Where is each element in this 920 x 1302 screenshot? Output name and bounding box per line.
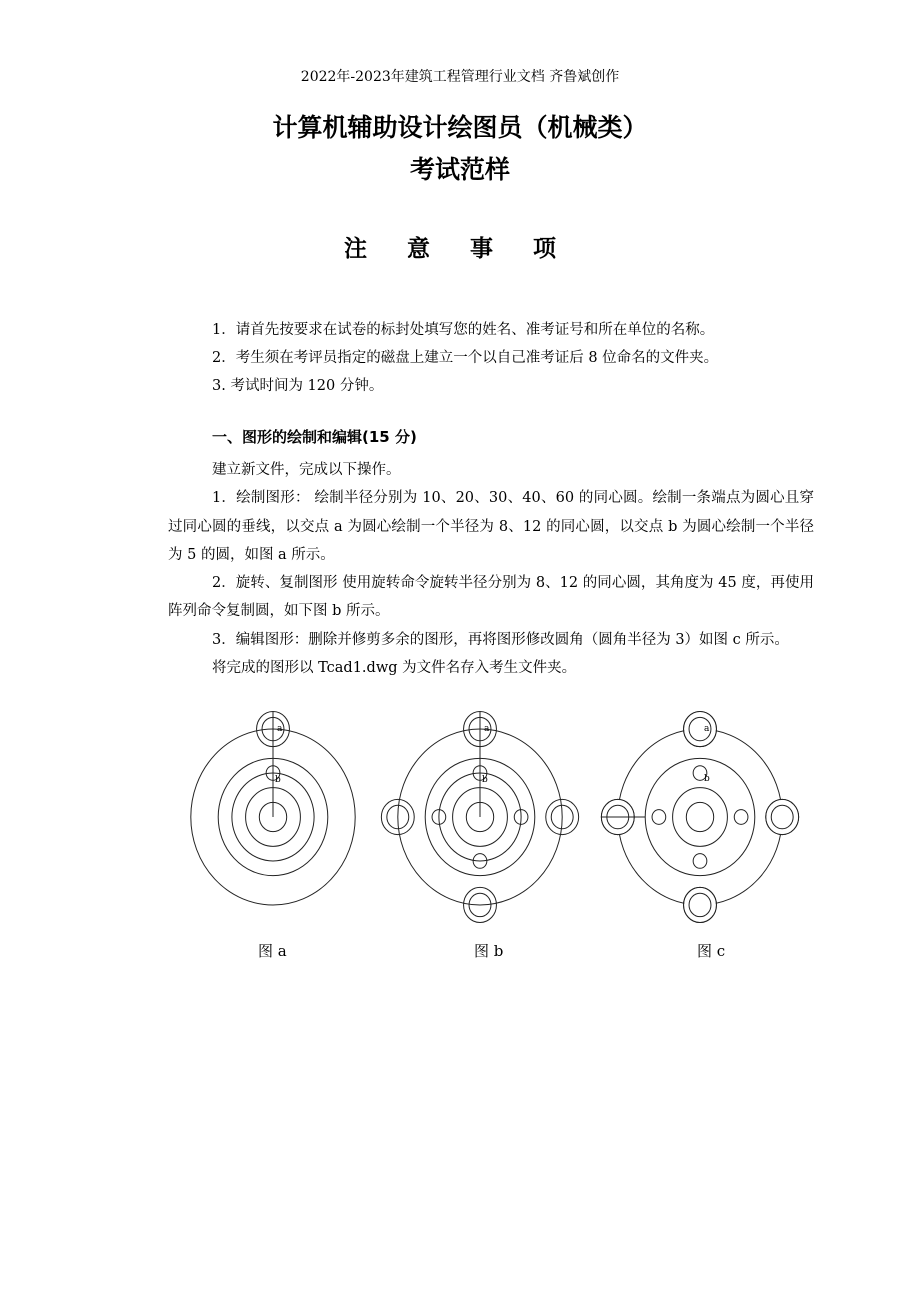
paragraph: 2．旋转、复制图形 使用旋转命令旋转半径分别为 8、12 的同心圆，其角度为 45 度，再使用阵列命令复制圆，如下图 b 所示。	[168, 575, 814, 620]
caption-b: 图 b	[474, 942, 504, 960]
outline-circle	[686, 802, 713, 831]
note-item: 2．考生须在考评员指定的磁盘上建立一个以自己准考证后 8 位命名的文件夹。	[212, 350, 719, 366]
label-b: b	[482, 775, 488, 786]
label-a: a	[277, 724, 283, 735]
small-hole	[652, 810, 666, 825]
notes-list	[212, 316, 832, 400]
document-title: 计算机辅助设计绘图员（机械类）	[272, 113, 648, 142]
page-header: 2022年-2023年建筑工程管理行业文档 齐鲁斌创作	[300, 69, 620, 85]
paragraph: 1．绘制图形： 绘制半径分别为 10、20、30、40、60 的同心圆。绘制一条端点为圆心且穿过同心圆的垂线，以交点 a 为圆心绘制一个半径为 8、12 的同心圆，以交点 b 为圆心绘制一个半径为 5 的圆，如图 a 所示。	[168, 490, 814, 563]
notice-heading: 注意事项	[344, 236, 596, 262]
caption-a: 图 a	[258, 942, 287, 960]
figures-drawing	[0, 700, 920, 930]
note-item: 1．请首先按要求在试卷的标封处填写您的姓名、准考证号和所在单位的名称。	[212, 322, 715, 338]
label-a: a	[704, 724, 710, 735]
document-subtitle: 考试范样	[409, 155, 510, 184]
section-body	[168, 456, 814, 682]
section-title: 一、图形的绘制和编辑(15 分)	[212, 428, 417, 446]
paragraph: 3．编辑图形：删除并修剪多余的图形，再将图形修改圆角（圆角半径为 3）如图 c 所示。	[212, 631, 789, 648]
outline-circle	[645, 758, 755, 875]
paragraph: 建立新文件，完成以下操作。	[212, 462, 401, 478]
paragraph: 将完成的图形以 Tcad1.dwg 为文件名存入考生文件夹。	[212, 660, 577, 677]
small-hole	[693, 854, 707, 869]
label-a: a	[484, 724, 490, 735]
note-item: 3. 考试时间为 120 分钟。	[212, 378, 384, 394]
label-b: b	[275, 775, 281, 786]
small-hole	[734, 810, 748, 825]
outline-circle	[673, 788, 728, 847]
caption-c: 图 c	[697, 942, 726, 960]
label-b: b	[704, 774, 710, 785]
